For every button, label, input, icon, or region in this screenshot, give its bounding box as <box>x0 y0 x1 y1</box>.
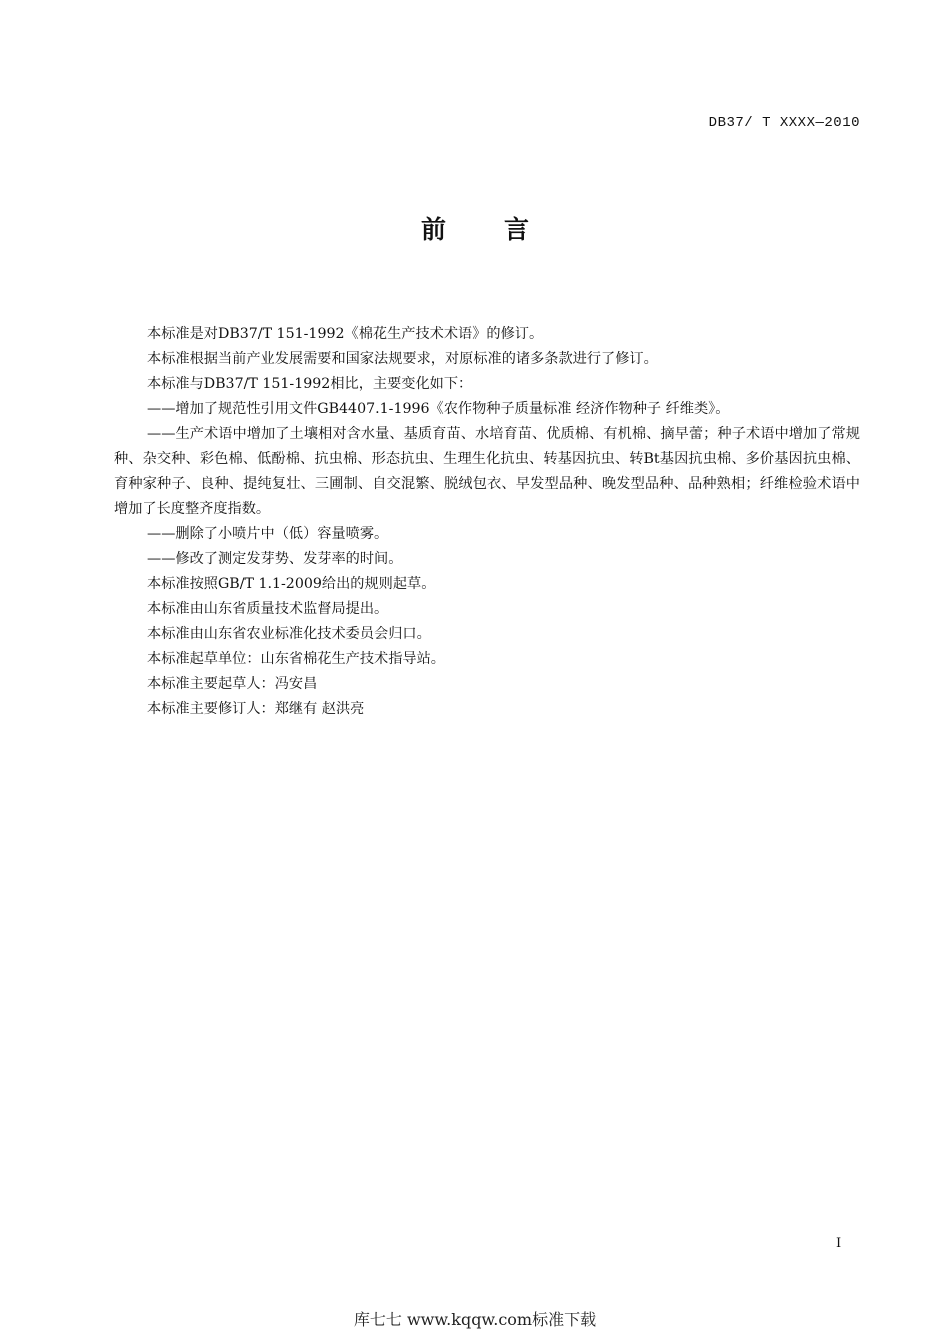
paragraph: 本标准起草单位：山东省棉花生产技术指导站。 <box>147 651 445 667</box>
paragraph: ——删除了小喷片中（低）容量喷雾。 <box>147 526 389 542</box>
body-text <box>114 322 860 722</box>
paragraph: 本标准按照GB/T 1.1-2009给出的规则起草。 <box>147 576 436 592</box>
page-number: I <box>836 1236 842 1251</box>
paragraph: ——生产术语中增加了土壤相对含水量、基质育苗、水培育苗、优质棉、有机棉、摘早蕾；种子术语中增加了常规种、杂交种、彩色棉、低酚棉、抗虫棉、形态抗虫、生理生化抗虫、转基因抗虫、转Bt基因抗虫棉、多价基因抗虫棉、育种家种子、良种、提纯复壮、三圃制、自交混繁、脱绒包衣、早发型品种、晚发型品种、品种熟相；纤维检验术语中增加了长度整齐度指数。 <box>114 426 860 517</box>
paragraph: 本标准是对DB37/T 151-1992《棉花生产技术术语》的修订。 <box>147 326 544 342</box>
paragraph: 本标准主要修订人：郑继有 赵洪亮 <box>147 701 365 717</box>
paragraph: 本标准由山东省质量技术监督局提出。 <box>147 601 389 617</box>
page-title: 前言 <box>420 215 587 244</box>
paragraph: ——增加了规范性引用文件GB4407.1-1996《农作物种子质量标准 经济作物种子 纤维类》。 <box>147 401 730 417</box>
paragraph: 本标准与DB37/T 151-1992相比，主要变化如下： <box>147 376 473 392</box>
footer-watermark: 库七七 www.kqqw.com标准下载 <box>353 1310 597 1329</box>
document-code: DB37/ T XXXX—2010 <box>708 115 860 131</box>
paragraph: 本标准由山东省农业标准化技术委员会归口。 <box>147 626 431 642</box>
paragraph: ——修改了测定发芽势、发芽率的时间。 <box>147 551 403 567</box>
paragraph: 本标准主要起草人：冯安昌 <box>147 676 318 692</box>
paragraph: 本标准根据当前产业发展需要和国家法规要求，对原标准的诸多条款进行了修订。 <box>147 351 658 367</box>
